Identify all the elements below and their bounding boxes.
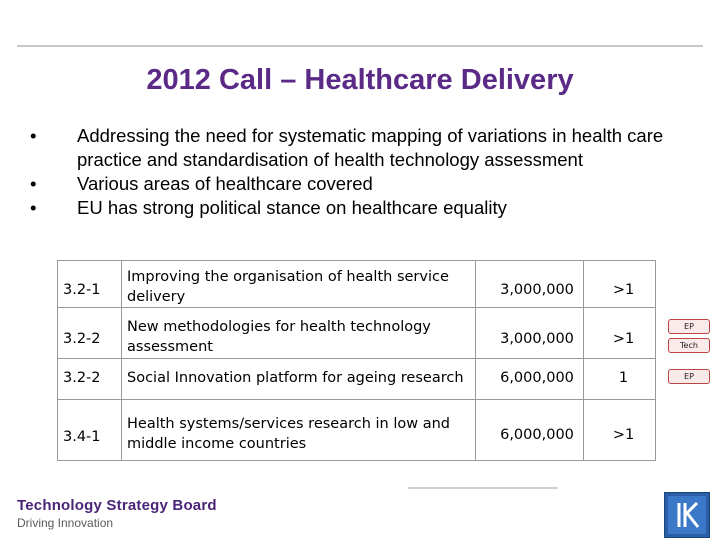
- org-logo-icon: [664, 492, 710, 538]
- table-gridline: [57, 460, 655, 461]
- table-gridline: [57, 358, 655, 359]
- row-amount: 6,000,000: [500, 370, 574, 386]
- row-amount: 3,000,000: [500, 331, 574, 347]
- tag-badge: EP: [668, 369, 710, 384]
- bullet-text: EU has strong political stance on healthcare equality: [77, 197, 507, 218]
- table-gridline: [57, 261, 58, 461]
- row-description: Social Innovation platform for ageing research: [127, 370, 464, 386]
- org-tagline: Driving Innovation: [17, 516, 114, 530]
- bullet-item: [30, 124, 690, 172]
- slide-title: 2012 Call – Healthcare Delivery: [146, 64, 574, 96]
- bullet-marker: •: [30, 173, 37, 194]
- footer-divider: [408, 487, 558, 489]
- bullet-item: [30, 172, 690, 196]
- top-divider: [17, 45, 703, 47]
- row-amount: 6,000,000: [500, 427, 574, 443]
- tag-badge: EP: [668, 319, 710, 334]
- funding-table: [57, 260, 656, 461]
- row-description: Health systems/services research in low and middle income countries: [127, 416, 451, 452]
- table-gridline: [57, 399, 655, 400]
- row-ratio: >1: [612, 331, 635, 347]
- org-name: Technology Strategy Board: [17, 497, 217, 514]
- tag-badge: Tech: [668, 338, 710, 353]
- row-description: New methodologies for health technology assessment: [127, 319, 431, 355]
- row-code: 3.2-2: [63, 331, 101, 347]
- row-ratio: 1: [618, 370, 629, 386]
- bullet-item: [30, 196, 690, 220]
- bullet-list: [30, 124, 690, 220]
- table-gridline: [57, 307, 655, 308]
- row-description: Improving the organisation of health service delivery: [127, 269, 449, 305]
- bullet-marker: •: [30, 125, 37, 146]
- row-code: 3.2-2: [63, 370, 101, 386]
- bullet-text: Addressing the need for systematic mapping of variations in health care practice and standardisation of health technology assessment: [77, 125, 664, 170]
- bullet-marker: •: [30, 197, 37, 218]
- row-ratio: >1: [612, 282, 635, 298]
- table-gridline: [121, 261, 122, 461]
- row-code: 3.4-1: [63, 429, 101, 445]
- row-code: 3.2-1: [63, 282, 101, 298]
- row-amount: 3,000,000: [500, 282, 574, 298]
- row-ratio: >1: [612, 427, 635, 443]
- bullet-text: Various areas of healthcare covered: [77, 173, 373, 194]
